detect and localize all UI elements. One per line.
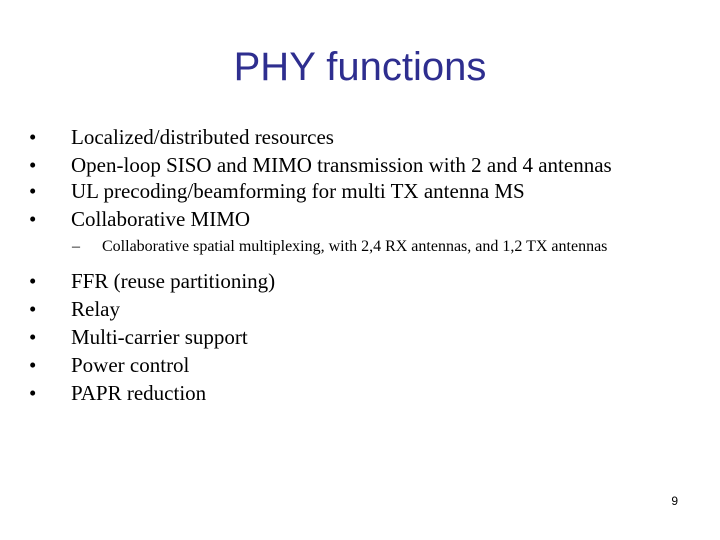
sub-bullet-item <box>29 238 689 256</box>
page-number: 9 <box>671 494 678 508</box>
bullet-text: UL precoding/beamforming for multi TX antenna MS <box>71 179 525 203</box>
bullet-item <box>29 326 689 348</box>
sub-bullet-marker: – <box>72 238 80 255</box>
bullet-marker: • <box>29 381 37 405</box>
bullet-marker: • <box>29 153 37 177</box>
bullet-marker: • <box>29 325 37 349</box>
bullet-text: Localized/distributed resources <box>71 125 334 149</box>
bullet-text: FFR (reuse partitioning) <box>71 269 276 293</box>
bullet-marker: • <box>29 125 37 149</box>
bullet-item <box>29 126 689 148</box>
bullet-list <box>29 126 689 410</box>
bullet-marker: • <box>29 353 37 377</box>
bullet-text: Collaborative MIMO <box>71 207 251 231</box>
bullet-text: PAPR reduction <box>71 381 207 405</box>
bullet-item <box>29 208 689 230</box>
bullet-text: Open-loop SISO and MIMO transmission with 2 and 4 antennas <box>71 153 612 177</box>
bullet-item <box>29 270 689 292</box>
sub-bullet-text: Collaborative spatial multiplexing, with 2,4 RX antennas, and 1,2 TX antennas <box>102 238 608 255</box>
bullet-marker: • <box>29 207 37 231</box>
slide-title: PHY functions <box>233 45 487 89</box>
bullet-marker: • <box>29 269 37 293</box>
bullet-item <box>29 154 689 176</box>
bullet-text: Relay <box>71 297 120 321</box>
bullet-marker: • <box>29 297 37 321</box>
bullet-item <box>29 382 689 404</box>
bullet-item <box>29 354 689 376</box>
bullet-item <box>29 298 689 320</box>
bullet-marker: • <box>29 179 37 203</box>
bullet-text: Power control <box>71 353 190 377</box>
bullet-text: Multi-carrier support <box>71 325 248 349</box>
bullet-item <box>29 180 689 202</box>
